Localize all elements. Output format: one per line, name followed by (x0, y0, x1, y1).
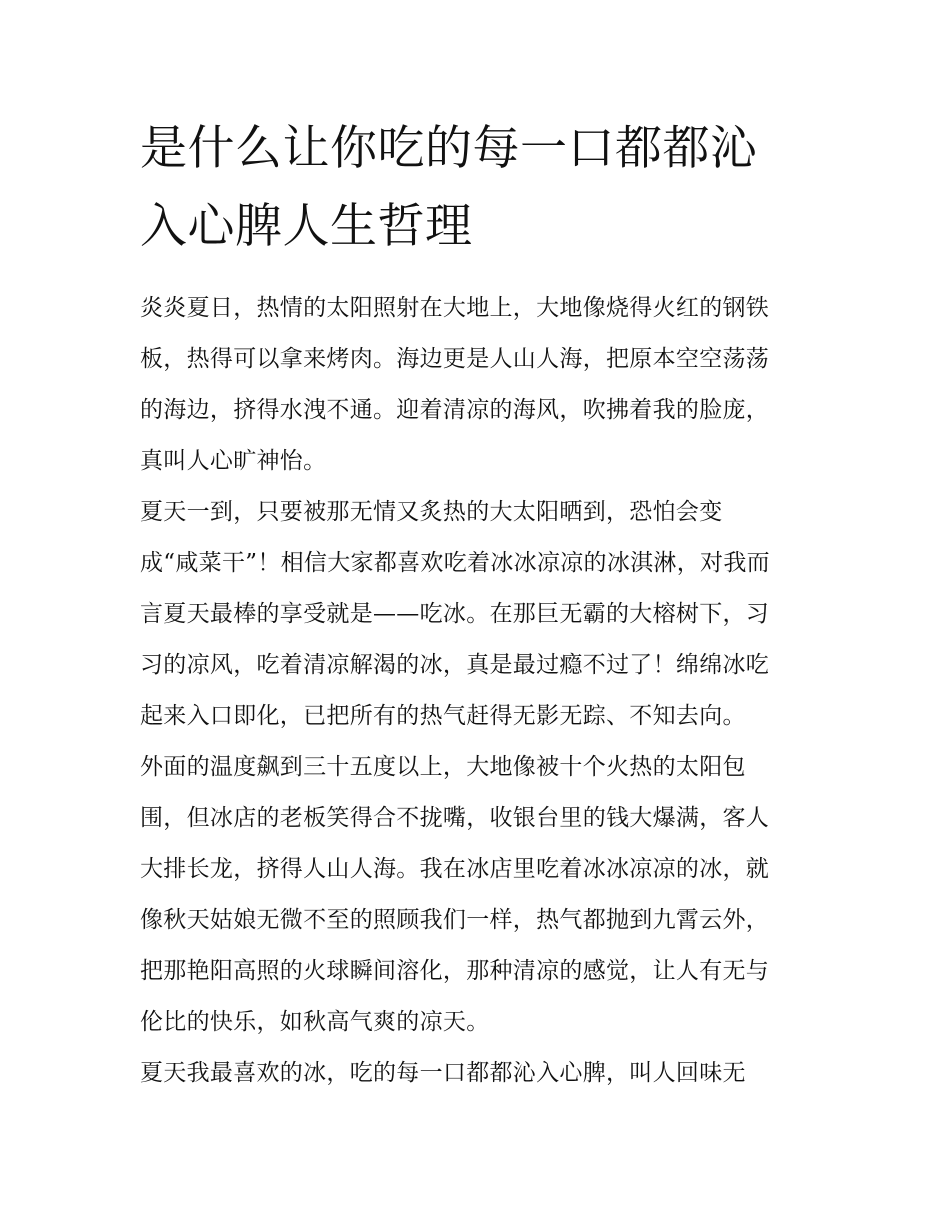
text-line: 炎炎夏日，热情的太阳照射在大地上，大地像烧得火红的钢铁 (140, 295, 770, 321)
text-line: 习的凉风，吃着清凉解渴的冰，真是最过瘾不过了！绵绵冰吃 (140, 652, 770, 678)
document-body (140, 283, 812, 1099)
text-line: 大排长龙，挤得人山人海。我在冰店里吃着冰冰凉凉的冰，就 (140, 856, 770, 882)
text-line: 真叫人心旷神怡。 (140, 448, 327, 474)
text-line: 外面的温度飙到三十五度以上，大地像被十个火热的太阳包 (140, 754, 746, 780)
title-line: 是什么让你吃的每一口都都沁 (140, 121, 758, 176)
document-page (140, 110, 812, 1099)
text-line: 围，但冰店的老板笑得合不拢嘴，收银台里的钱大爆满，客人 (140, 805, 770, 831)
paragraph (140, 487, 812, 742)
paragraph (140, 742, 812, 1048)
text-line: 板，热得可以拿来烤肉。海边更是人山人海，把原本空空荡荡 (140, 346, 770, 372)
document-title (140, 110, 812, 266)
text-line: 把那艳阳高照的火球瞬间溶化，那种清凉的感觉，让人有无与 (140, 958, 770, 984)
title-line: 入心脾人生哲理 (140, 199, 473, 254)
text-line: 像秋天姑娘无微不至的照顾我们一样，热气都抛到九霄云外， (140, 907, 770, 933)
text-line: 夏天我最喜欢的冰，吃的每一口都都沁入心脾，叫人回味无 (140, 1060, 746, 1086)
text-line: 的海边，挤得水洩不通。迎着清凉的海风，吹拂着我的脸庞， (140, 397, 770, 423)
paragraph (140, 283, 812, 487)
text-line: 伦比的快乐，如秋高气爽的凉天。 (140, 1009, 490, 1035)
text-line: 言夏天最棒的享受就是——吃冰。在那巨无霸的大榕树下，习 (140, 601, 770, 627)
text-line: 起来入口即化，已把所有的热气赶得无影无踪、不知去向。 (140, 703, 746, 729)
paragraph (140, 1048, 812, 1099)
text-line: 夏天一到，只要被那无情又炙热的大太阳晒到，恐怕会变 (140, 499, 723, 525)
text-line: 成“咸菜干”！相信大家都喜欢吃着冰冰凉凉的冰淇淋，对我而 (140, 550, 770, 576)
